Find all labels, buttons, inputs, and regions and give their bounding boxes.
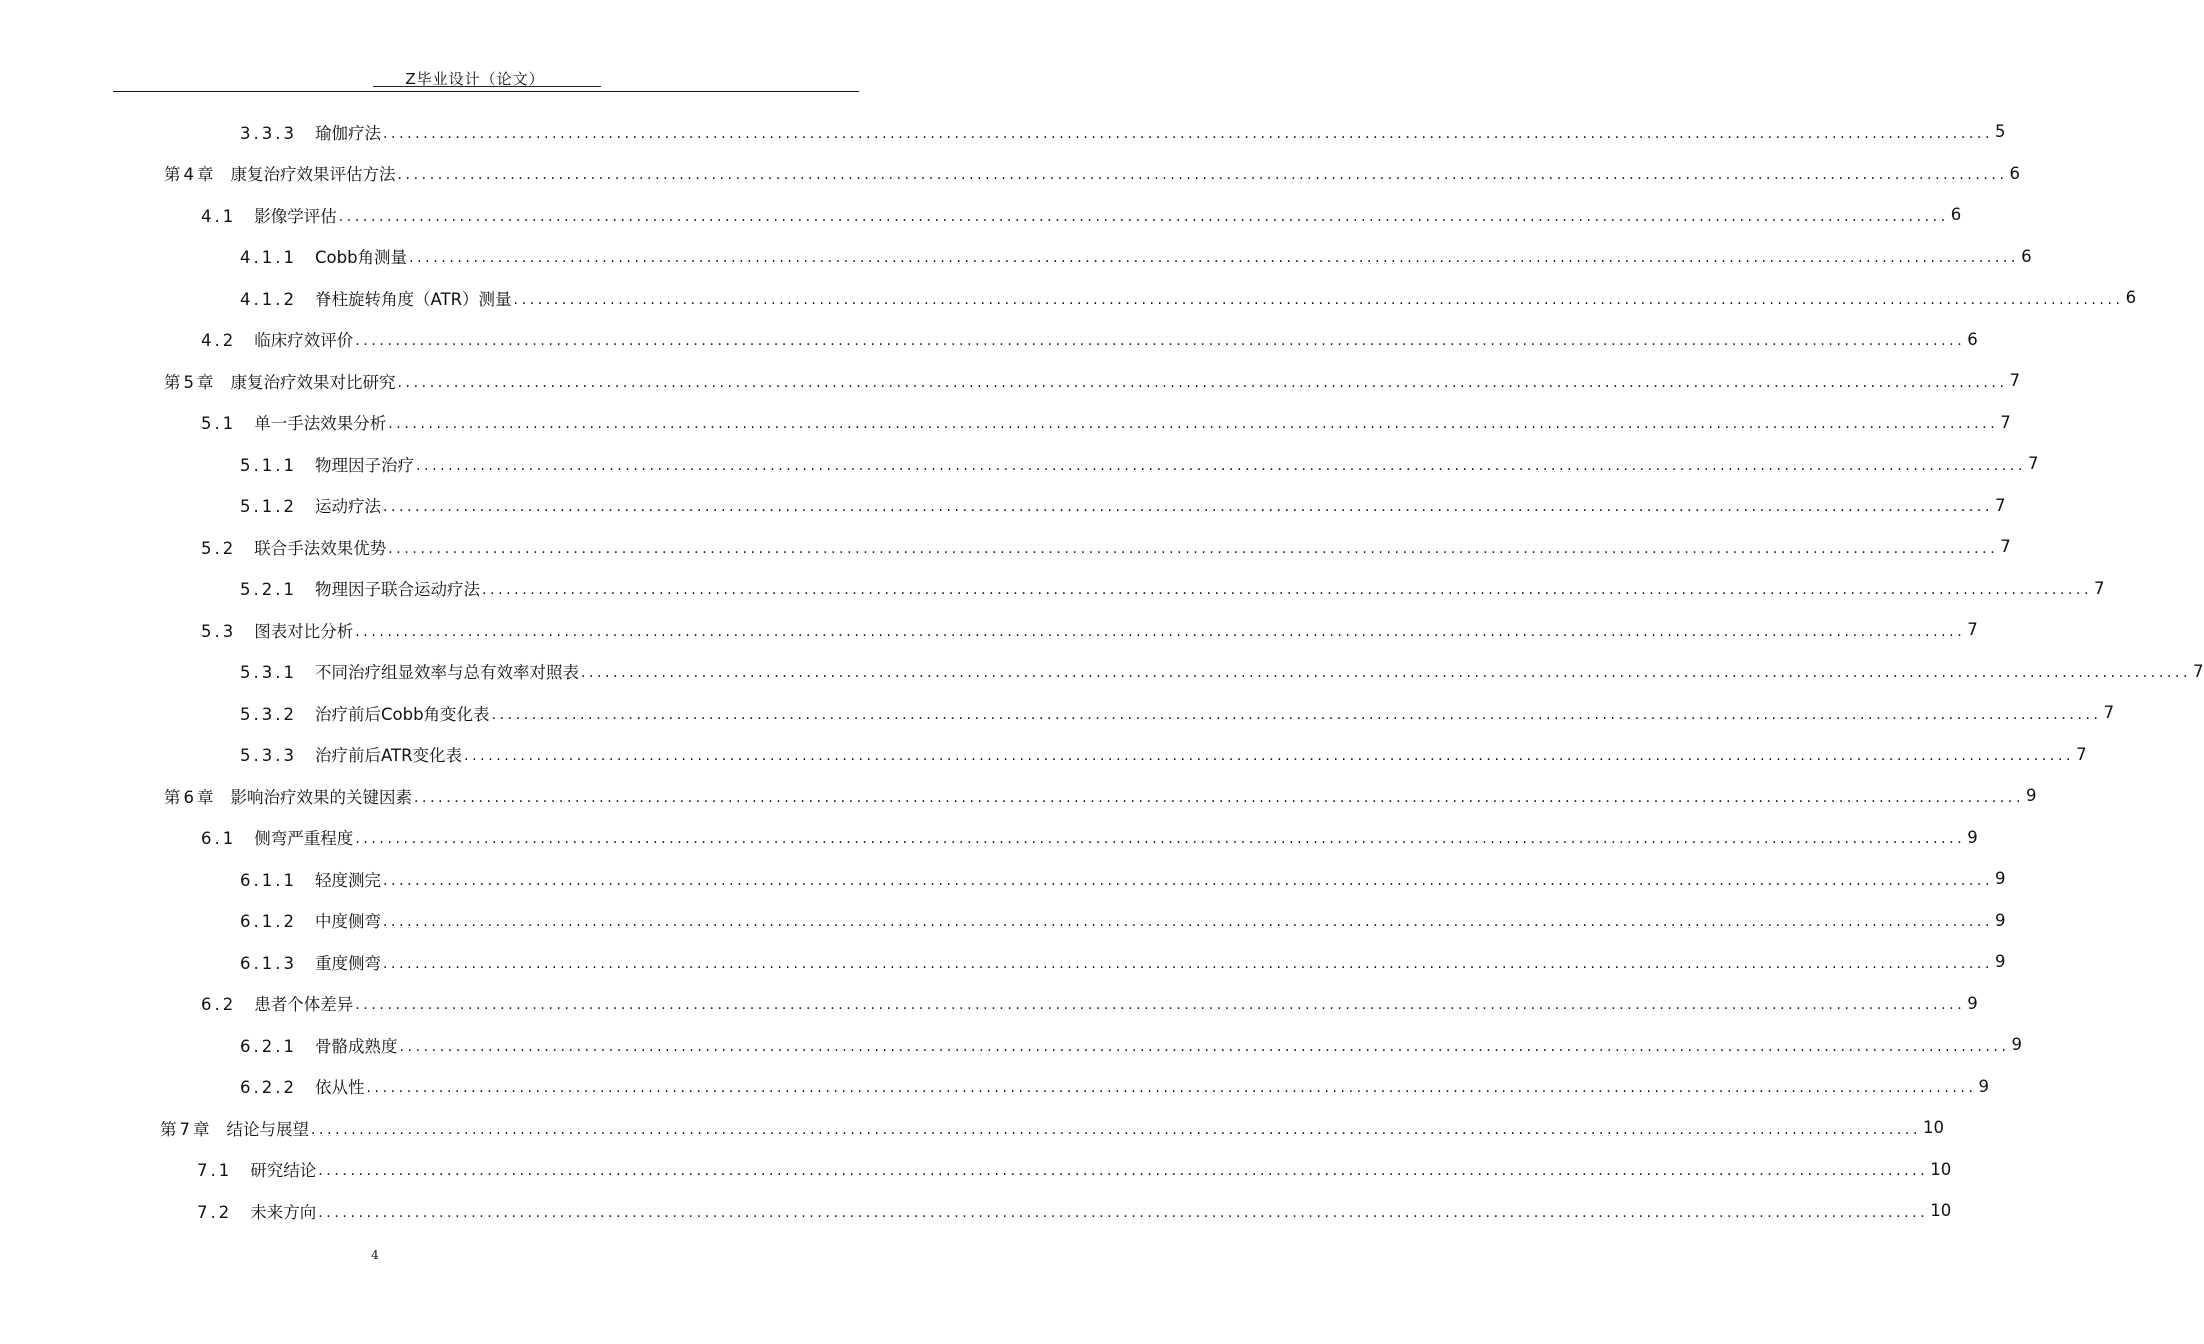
toc-entry-text — [240, 1074, 366, 1098]
toc-entry-number: 5.1.2 — [240, 497, 297, 517]
toc-entry-number: 6.2.2 — [240, 1078, 297, 1098]
toc-entry-number: 5.3.2 — [240, 704, 297, 724]
toc-entry-number: 7.2 — [197, 1202, 233, 1222]
toc-entry-number: 6.2 — [201, 995, 237, 1015]
toc-entry[interactable] — [0, 858, 2006, 900]
toc-leader-dots: ........................................................................................................................................................................................................ — [355, 623, 1966, 640]
toc-leader-dots: ........................................................................................................................................................................................................ — [464, 748, 2075, 765]
toc-entry-title: 结论与展望 — [226, 1119, 309, 1139]
toc-entry-title: 中度侧弯 — [314, 912, 381, 932]
toc-leader-dots: ........................................................................................................................................................................................................ — [366, 1080, 1977, 1097]
toc-entry[interactable] — [0, 111, 2006, 153]
toc-entry-text — [240, 950, 383, 974]
toc-entry-page: 9 — [2011, 1035, 2023, 1055]
toc-entry-number: 5.3 — [201, 621, 237, 641]
toc-entry-title: 脊柱旋转角度（ATR）测量 — [314, 289, 512, 309]
toc-entry-page: 6 — [1967, 329, 1978, 349]
toc-entry-title: 影像学评估 — [254, 206, 337, 226]
toc-leader-dots: ........................................................................................................................................................................................................ — [388, 540, 1999, 557]
toc-entry[interactable] — [0, 651, 2204, 693]
toc-entry-page: 7 — [2009, 371, 2021, 391]
toc-leader-dots: ........................................................................................................................................................................................................ — [481, 582, 2093, 599]
toc-entry[interactable] — [0, 692, 2115, 734]
toc-entry[interactable] — [0, 568, 2105, 610]
toc-entry-text — [240, 286, 514, 310]
toc-entry-number: 6.2.1 — [240, 1036, 297, 1056]
toc-entry-number: 5.2 — [201, 538, 237, 558]
toc-entry-text — [240, 493, 383, 517]
toc-leader-dots: ........................................................................................................................................................................................................ — [414, 789, 2025, 806]
toc-entry-text — [240, 742, 464, 766]
toc-entry[interactable] — [0, 277, 2137, 319]
toc-entry-number: 第6章 — [164, 787, 217, 807]
toc-entry-text — [197, 1157, 318, 1181]
toc-entry-page: 7 — [2076, 744, 2087, 764]
toc-entry-number: 7.1 — [197, 1161, 233, 1181]
toc-entry-number: 5.3.3 — [240, 746, 297, 766]
page-number: 4 — [371, 1248, 379, 1262]
toc-entry-page: 9 — [1967, 993, 1978, 1013]
toc-entry-title: 未来方向 — [250, 1202, 317, 1222]
toc-entry-text — [201, 535, 388, 559]
page-header-title: Z毕业设计（论文） — [405, 70, 545, 88]
toc-entry-number: 5.2.1 — [240, 580, 297, 600]
toc-entry[interactable] — [0, 485, 2006, 527]
toc-entry-number: 第4章 — [164, 165, 217, 185]
table-of-contents — [0, 111, 2204, 1232]
toc-entry-text — [164, 161, 398, 185]
toc-entry-text — [201, 327, 355, 351]
toc-entry-title: 研究结论 — [250, 1161, 317, 1181]
toc-entry-text — [240, 244, 409, 268]
toc-leader-dots: ........................................................................................................................................................................................................ — [513, 291, 2124, 308]
toc-leader-dots: ........................................................................................................................................................................................................ — [491, 706, 2102, 723]
toc-entry[interactable] — [0, 1190, 1952, 1232]
toc-entry-page: 9 — [2026, 786, 2037, 806]
toc-entry-title: 影响治疗效果的关键因素 — [230, 787, 412, 807]
toc-entry-title: 治疗前后Cobb角变化表 — [314, 704, 490, 724]
toc-entry-page: 9 — [1995, 952, 2006, 972]
toc-entry-title: 瑜伽疗法 — [314, 123, 381, 143]
toc-entry[interactable] — [0, 1107, 1945, 1149]
toc-entry-text — [240, 659, 581, 683]
toc-entry-text — [240, 1033, 399, 1057]
toc-entry[interactable] — [0, 1024, 2023, 1066]
toc-entry-text — [240, 908, 383, 932]
toc-entry[interactable] — [0, 443, 2039, 485]
toc-entry-title: Cobb角测量 — [314, 248, 408, 268]
toc-entry-title: 单一手法效果分析 — [254, 414, 387, 434]
toc-leader-dots: ........................................................................................................................................................................................................ — [409, 250, 2020, 267]
toc-entry-text — [201, 825, 355, 849]
toc-entry-title: 联合手法效果优势 — [254, 538, 387, 558]
toc-entry-text — [197, 1199, 318, 1223]
toc-leader-dots: ........................................................................................................................................................................................................ — [355, 997, 1966, 1014]
toc-entry-title: 轻度测完 — [314, 870, 381, 890]
toc-entry-number: 4.1.2 — [240, 289, 297, 309]
toc-entry-text — [240, 701, 492, 725]
toc-entry-title: 物理因子治疗 — [314, 455, 414, 475]
toc-entry-text — [164, 784, 414, 808]
toc-entry[interactable] — [0, 941, 2006, 983]
toc-entry[interactable] — [0, 319, 1978, 361]
toc-entry[interactable] — [0, 360, 2021, 402]
toc-entry-text — [201, 618, 355, 642]
toc-entry-text — [201, 410, 388, 434]
toc-entry-number: 第7章 — [160, 1119, 213, 1139]
toc-entry-page: 9 — [1995, 910, 2006, 930]
toc-entry-text — [160, 1116, 311, 1140]
toc-entry-page: 6 — [1950, 205, 1962, 225]
toc-entry-title: 康复治疗效果对比研究 — [230, 372, 396, 392]
toc-entry-title: 临床疗效评价 — [254, 331, 354, 351]
toc-entry[interactable] — [0, 1149, 1952, 1191]
toc-entry[interactable] — [0, 153, 2021, 195]
toc-entry-page: 5 — [1995, 122, 2006, 142]
toc-entry-title: 运动疗法 — [314, 497, 381, 517]
toc-entry-page: 10 — [1930, 1159, 1952, 1179]
toc-entry-text — [240, 452, 416, 476]
header-underline — [373, 86, 601, 87]
toc-leader-dots: ........................................................................................................................................................................................................ — [318, 1163, 1929, 1180]
toc-entry-page: 10 — [1930, 1201, 1952, 1221]
toc-leader-dots: ........................................................................................................................................................................................................ — [388, 416, 1999, 433]
toc-leader-dots: ........................................................................................................................................................................................................ — [382, 499, 1994, 516]
toc-leader-dots: ........................................................................................................................................................................................................ — [355, 333, 1966, 350]
toc-entry-number: 6.1.1 — [240, 870, 297, 890]
toc-entry[interactable] — [0, 983, 1978, 1025]
toc-entry[interactable] — [0, 775, 2037, 817]
toc-entry-page: 7 — [1967, 620, 1978, 640]
toc-entry[interactable] — [0, 194, 1962, 236]
toc-entry[interactable] — [0, 402, 2011, 444]
toc-leader-dots: ........................................................................................................................................................................................................ — [382, 955, 1994, 972]
header-rule — [113, 91, 859, 92]
toc-entry-page: 6 — [2125, 288, 2137, 308]
toc-leader-dots: ........................................................................................................................................................................................................ — [580, 665, 2192, 682]
toc-entry-number: 4.2 — [201, 331, 237, 351]
toc-leader-dots: ........................................................................................................................................................................................................ — [311, 1121, 1922, 1138]
toc-entry-title: 物理因子联合运动疗法 — [314, 580, 480, 600]
toc-entry-number: 5.1 — [201, 414, 237, 434]
toc-leader-dots: ........................................................................................................................................................................................................ — [397, 374, 2008, 391]
toc-entry-page: 7 — [1995, 495, 2006, 515]
toc-entry-number: 6.1.2 — [240, 912, 297, 932]
toc-entry-page: 7 — [2028, 454, 2039, 474]
toc-leader-dots: ........................................................................................................................................................................................................ — [382, 872, 1994, 889]
toc-leader-dots: ........................................................................................................................................................................................................ — [382, 125, 1994, 142]
toc-entry-number: 5.1.1 — [240, 455, 297, 475]
toc-entry-title: 图表对比分析 — [254, 621, 354, 641]
toc-entry-text — [240, 576, 482, 600]
toc-entry-title: 侧弯严重程度 — [254, 829, 354, 849]
toc-entry-page: 6 — [2021, 246, 2032, 266]
toc-entry[interactable] — [0, 900, 2006, 942]
toc-entry-title: 依从性 — [314, 1078, 365, 1098]
toc-entry-page: 7 — [2193, 661, 2204, 681]
toc-entry-number: 3.3.3 — [240, 123, 297, 143]
toc-leader-dots: ........................................................................................................................................................................................................ — [318, 1204, 1929, 1221]
toc-entry-text — [201, 203, 339, 227]
toc-entry[interactable] — [0, 817, 1978, 859]
toc-entry-page: 7 — [2103, 703, 2115, 723]
toc-entry-text — [240, 867, 383, 891]
toc-entry-number: 5.3.1 — [240, 663, 297, 683]
toc-leader-dots: ........................................................................................................................................................................................................ — [397, 167, 2008, 184]
toc-entry-text — [201, 991, 355, 1015]
toc-entry-title: 康复治疗效果评估方法 — [230, 165, 396, 185]
toc-entry[interactable] — [0, 526, 2011, 568]
toc-leader-dots: ........................................................................................................................................................................................................ — [382, 914, 1994, 931]
toc-entry-number: 6.1 — [201, 829, 237, 849]
toc-entry-text — [164, 369, 398, 393]
toc-entry-page: 7 — [2094, 578, 2105, 598]
toc-entry[interactable] — [0, 1066, 1990, 1108]
toc-leader-dots: ........................................................................................................................................................................................................ — [338, 208, 1949, 225]
toc-entry-title: 重度侧弯 — [314, 953, 381, 973]
toc-entry[interactable] — [0, 236, 2032, 278]
toc-leader-dots: ........................................................................................................................................................................................................ — [355, 831, 1966, 848]
toc-entry-title: 骨骼成熟度 — [314, 1036, 398, 1056]
toc-entry-number: 4.1.1 — [240, 248, 297, 268]
toc-entry-number: 6.1.3 — [240, 953, 297, 973]
toc-entry-title: 不同治疗组显效率与总有效率对照表 — [314, 663, 579, 683]
toc-entry-page: 6 — [2009, 163, 2021, 183]
toc-entry-title: 患者个体差异 — [254, 995, 354, 1015]
toc-entry[interactable] — [0, 609, 1978, 651]
toc-entry-number: 第5章 — [164, 372, 217, 392]
toc-entry-text — [240, 120, 383, 144]
toc-entry-page: 9 — [1978, 1076, 1990, 1096]
toc-entry-page: 7 — [2000, 412, 2011, 432]
toc-entry-number: 4.1 — [201, 206, 237, 226]
toc-leader-dots: ........................................................................................................................................................................................................ — [399, 1038, 2010, 1055]
toc-entry-page: 7 — [2000, 537, 2011, 557]
toc-entry-title: 治疗前后ATR变化表 — [314, 746, 463, 766]
toc-leader-dots: ........................................................................................................................................................................................................ — [415, 457, 2027, 474]
toc-entry-page: 9 — [1967, 827, 1978, 847]
toc-entry[interactable] — [0, 734, 2087, 776]
toc-entry-page: 10 — [1923, 1118, 1945, 1138]
toc-entry-page: 9 — [1995, 869, 2006, 889]
